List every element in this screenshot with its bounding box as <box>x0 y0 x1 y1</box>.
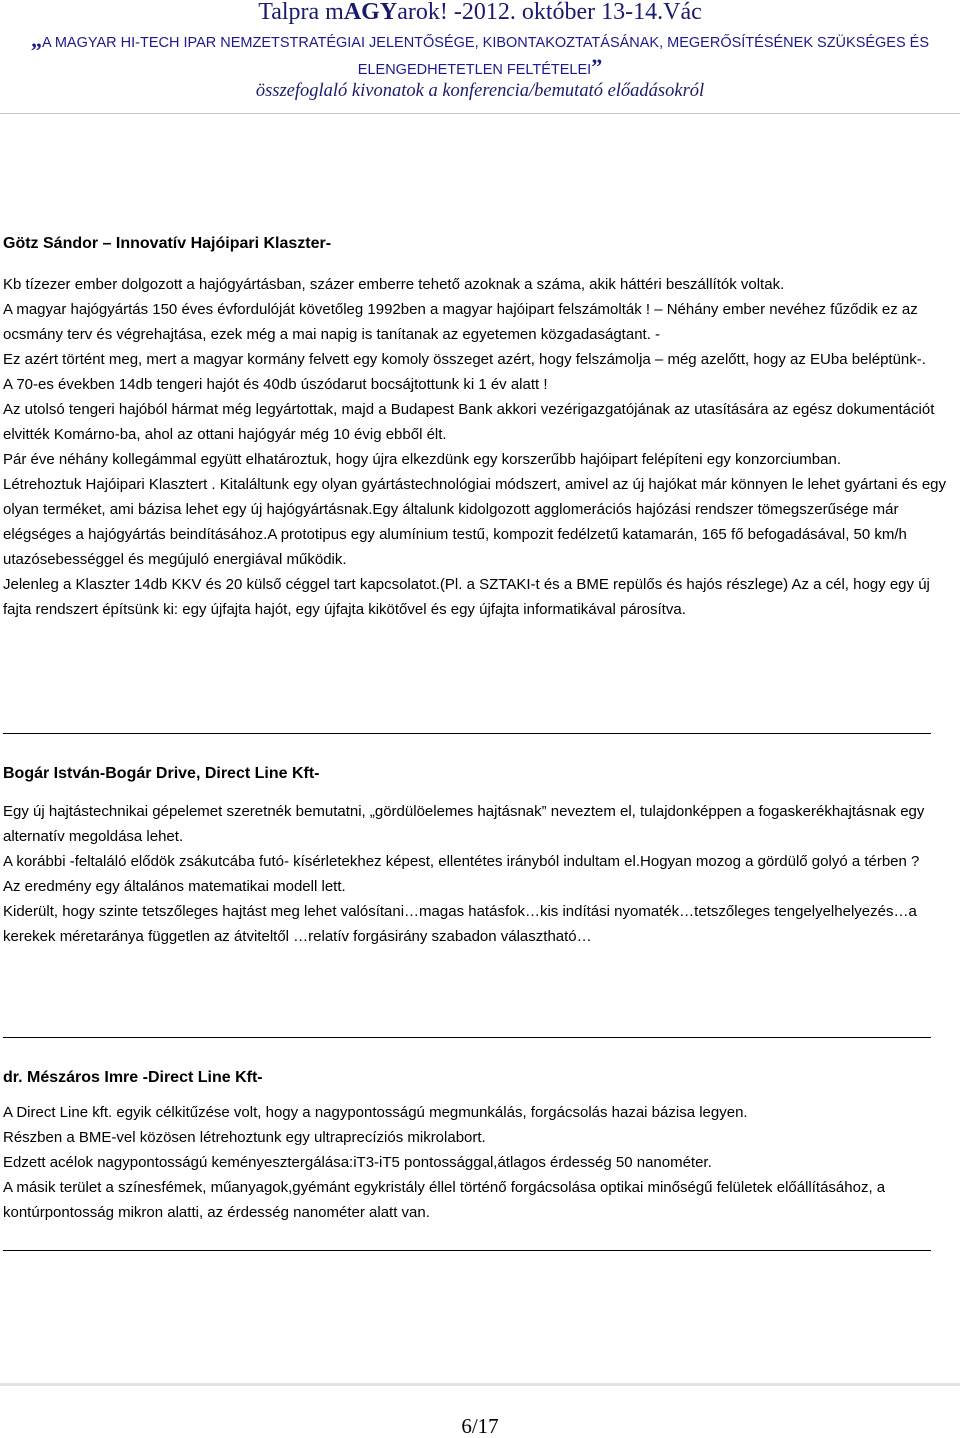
paragraph: Jelenleg a Klaszter 14db KKV és 20 külső céggel tart kapcsolatot.(Pl. a SZTAKI-t és a BME repülős és hajós részlege) Az a cél, hogy egy új fajta rendszert építsünk ki: egy újfajta hajót, egy újfajta kikötővel és egy újfajta informatikával párosítva. <box>3 576 930 618</box>
section-gotz-sandor <box>3 234 955 622</box>
page-header <box>0 0 960 114</box>
header-divider <box>0 113 960 114</box>
paragraph: Létrehoztuk Hajóipari Klasztert . Kitaláltunk egy olyan gyártástechnológiai módszert, amivel az új hajókat már könnyen le lehet gyártani és egy olyan terméket, ami bázisa lehet egy új hajógyártásnak.Egy általunk kidolgozott agglomerációs hajózási rendszer tömegszerűsége már elégséges a hajógyártás beindításához.A prototipus egy alumínium testű, kompozit fedélzetű katamarán, 165 fő befogadásával, 50 km/h utazósebességgel és megújuló energiával működik. <box>3 476 947 568</box>
conference-theme-text-2: ELENGEDHETETLEN FELTÉTELEI <box>357 62 592 78</box>
close-quote: ” <box>591 54 603 79</box>
page-number: 6/17 <box>461 1414 499 1438</box>
paragraph: Az utolsó tengeri hajóból hármat még legyártottak, majd a Budapest Bank akkori vezérigazgatójának az utasítására az egész dokumentációt elvitték Komárno-ba, ahol az ottani hajógyár még 10 évig ebből élt. <box>3 401 935 443</box>
section-divider <box>3 1250 931 1251</box>
conference-subtitle: összefoglaló kivonatok a konferencia/bemutató előadásokról <box>255 81 705 101</box>
section-heading: dr. Mészáros Imre -Direct Line Kft- <box>3 1069 263 1086</box>
section-heading: Bogár István-Bogár Drive, Direct Line Kft- <box>3 765 320 782</box>
open-quote: „ <box>30 27 42 52</box>
section-heading: Götz Sándor – Innovatív Hajóipari Klaszter- <box>3 235 332 252</box>
footer-divider <box>0 1383 960 1386</box>
paragraph: A 70-es években 14db tengeri hajót és 40db úszódarut bocsájtottunk ki 1 év alatt ! <box>3 376 548 393</box>
conference-theme-text-1: A MAGYAR HI-TECH IPAR NEMZETSTRATÉGIAI JELENTŐSÉGE, KIBONTAKOZTATÁSÁNAK, MEGERŐSÍTÉSÉNEK SZÜKSÉGES ÉS <box>41 35 930 51</box>
section-divider <box>3 1037 931 1038</box>
conference-theme-line-1 <box>0 27 960 53</box>
paragraph: Részben a BME-vel közösen létrehoztunk egy ultraprecíziós mikrolabort. <box>3 1129 486 1146</box>
section-bogar-istvan <box>3 764 955 949</box>
conference-title-part-3: arok! -2012. október 13-14.Vác <box>397 0 702 25</box>
paragraph: Kb tízezer ember dolgozott a hajógyártásban, százer emberre tehető azoknak a száma, akik háttéri beszállítók voltak. <box>3 276 785 293</box>
section-divider <box>3 733 931 734</box>
paragraph: Pár éve néhány kollegámmal együtt elhatároztuk, hogy újra elkezdünk egy korszerűbb hajóipart felépíteni egy konzorciumban. <box>3 451 841 468</box>
paragraph: A magyar hajógyártás 150 éves évfordulóját követőleg 1992ben a magyar hajóipart felszámolták ! – Néhány ember nevéhez fűződik ez az ocsmány terv és végrehajtása, ezek még a mai napig is tanítanak az egyetemen közgadaságtant. - <box>3 301 918 343</box>
paragraph: Az eredmény egy általános matematikai modell lett. <box>3 878 346 895</box>
conference-title-part-1: Talpra m <box>258 0 344 25</box>
conference-theme-line-2 <box>0 54 960 80</box>
conference-title <box>0 0 960 26</box>
paragraph: A korábbi -feltaláló elődök zsákutcába futó- kísérletekhez képest, ellentétes irányból indultam el.Hogyan mozog a gördülő golyó a térben ? <box>3 853 920 870</box>
paragraph: Egy új hajtástechnikai gépelemet szeretnék bemutatni, „gördülöelemes hajtásnak” neveztem el, tulajdonképpen a fogaskerékhajtásnak egy alternatív megoldása lehet. <box>3 803 925 845</box>
paragraph: Ez azért történt meg, mert a magyar kormány felvett egy komoly összeget azért, hogy felszámolja – még azelőtt, hogy az EUba beléptünk-. <box>3 351 926 368</box>
paragraph: Edzett acélok nagypontosságú keményesztergálása:iT3-iT5 pontossággal,átlagos érdesség 50 nanométer. <box>3 1154 712 1171</box>
conference-title-part-2: AGY <box>343 0 398 25</box>
section-meszaros-imre <box>3 1068 955 1225</box>
paragraph: A Direct Line kft. egyik célkitűzése volt, hogy a nagypontosságú megmunkálás, forgácsolás hazai bázisa legyen. <box>3 1104 748 1121</box>
paragraph: A másik terület a színesfémek, műanyagok,gyémánt egykristály éllel történő forgácsolása optikai minőségű felületek előállításához, a kontúrpontosság mikron alatti, az érdesség nanométer alatt van. <box>3 1179 886 1221</box>
paragraph: Kiderült, hogy szinte tetszőleges hajtást meg lehet valósítani…magas hatásfok…kis indítási nyomaték…tetszőleges tengelyelhelyezés…a kerekek méretaránya független az átviteltől …relatív forgásirány szabadon választható… <box>3 903 917 945</box>
